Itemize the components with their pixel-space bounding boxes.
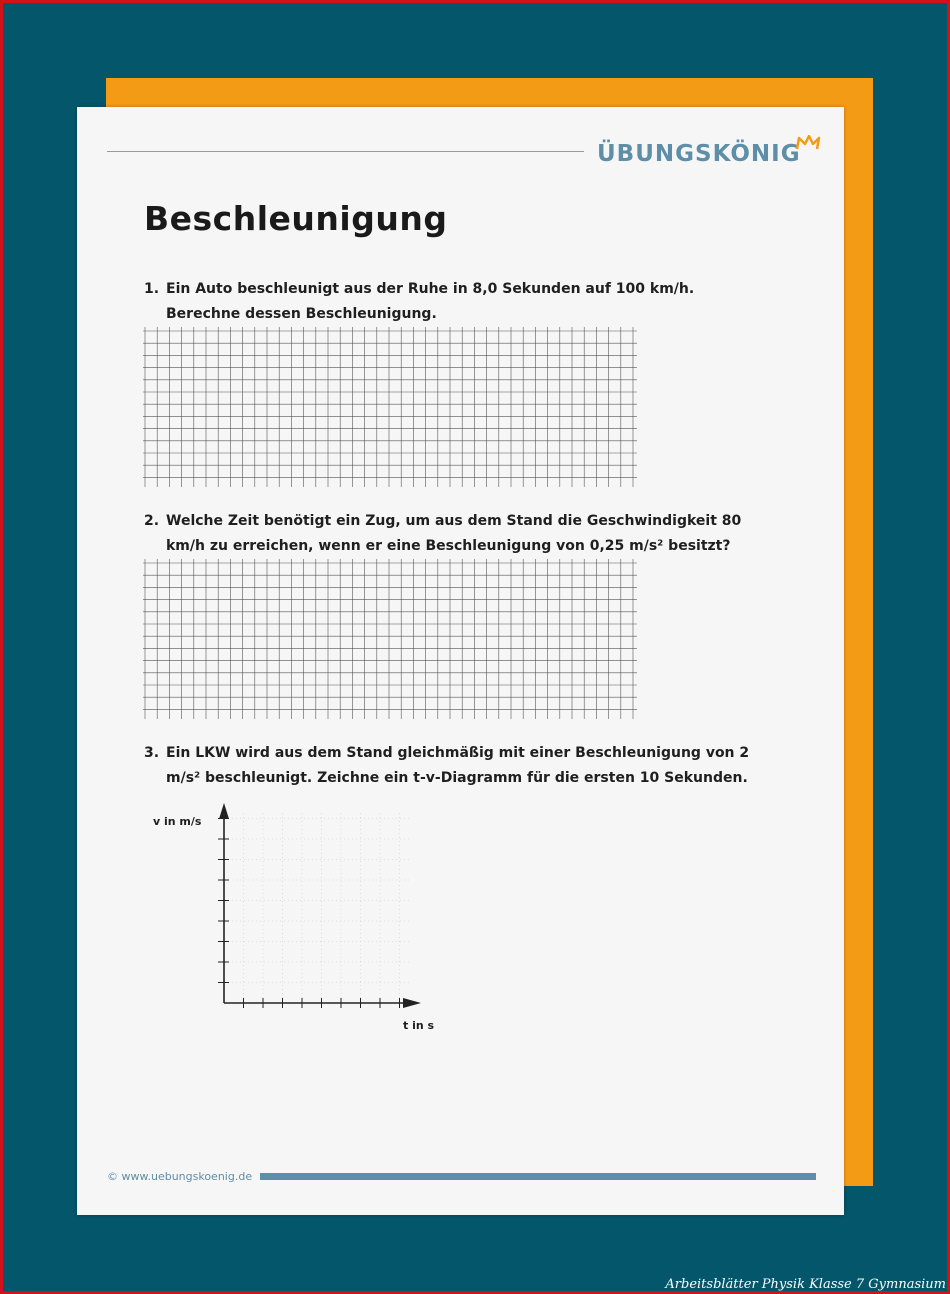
image-caption: Arbeitsblätter Physik Klasse 7 Gymnasium xyxy=(665,1277,946,1292)
footer-url[interactable]: © www.uebungskoenig.de xyxy=(107,1170,253,1183)
x-axis-arrow-icon xyxy=(403,998,421,1008)
x-axis-label: t in s xyxy=(403,1019,435,1032)
task-number: 1. xyxy=(144,281,160,297)
task-number: 2. xyxy=(144,513,160,529)
diagram-grid xyxy=(224,813,412,1003)
axis-ticks xyxy=(218,819,400,1009)
header-rule xyxy=(107,151,584,152)
task-text: Ein Auto beschleunigt aus der Ruhe in 8,0 Sekunden auf 100 km/h. Berechne dessen Beschleunigung. xyxy=(166,281,695,322)
answer-grid-2[interactable] xyxy=(143,559,637,723)
page-title: Beschleunigung xyxy=(144,199,448,238)
task-text: Ein LKW wird aus dem Stand gleichmäßig mit einer Beschleunigung von 2 m/s² beschleunigt. Zeichne ein t-v-Diagramm für die ersten 10 Sekunden. xyxy=(166,745,750,786)
grid-lines xyxy=(143,327,637,487)
y-axis-label: v in m/s xyxy=(153,815,202,828)
brand-logo: ÜBUNGSKÖNIG xyxy=(597,141,801,167)
grid-lines xyxy=(143,559,637,719)
answer-grid-1[interactable] xyxy=(143,327,637,491)
crown-icon xyxy=(795,135,821,151)
y-axis-arrow-icon xyxy=(219,803,229,819)
task-number: 3. xyxy=(144,745,160,761)
tv-diagram[interactable] xyxy=(137,795,437,1055)
worksheet-page xyxy=(77,107,844,1215)
diagram-axes xyxy=(137,795,437,1025)
task-text: Welche Zeit benötigt ein Zug, um aus dem Stand die Geschwindigkeit 80 km/h zu erreichen, wenn er eine Beschleunigung von 0,25 m/s² besitzt? xyxy=(166,513,742,554)
footer-bar xyxy=(260,1173,816,1180)
